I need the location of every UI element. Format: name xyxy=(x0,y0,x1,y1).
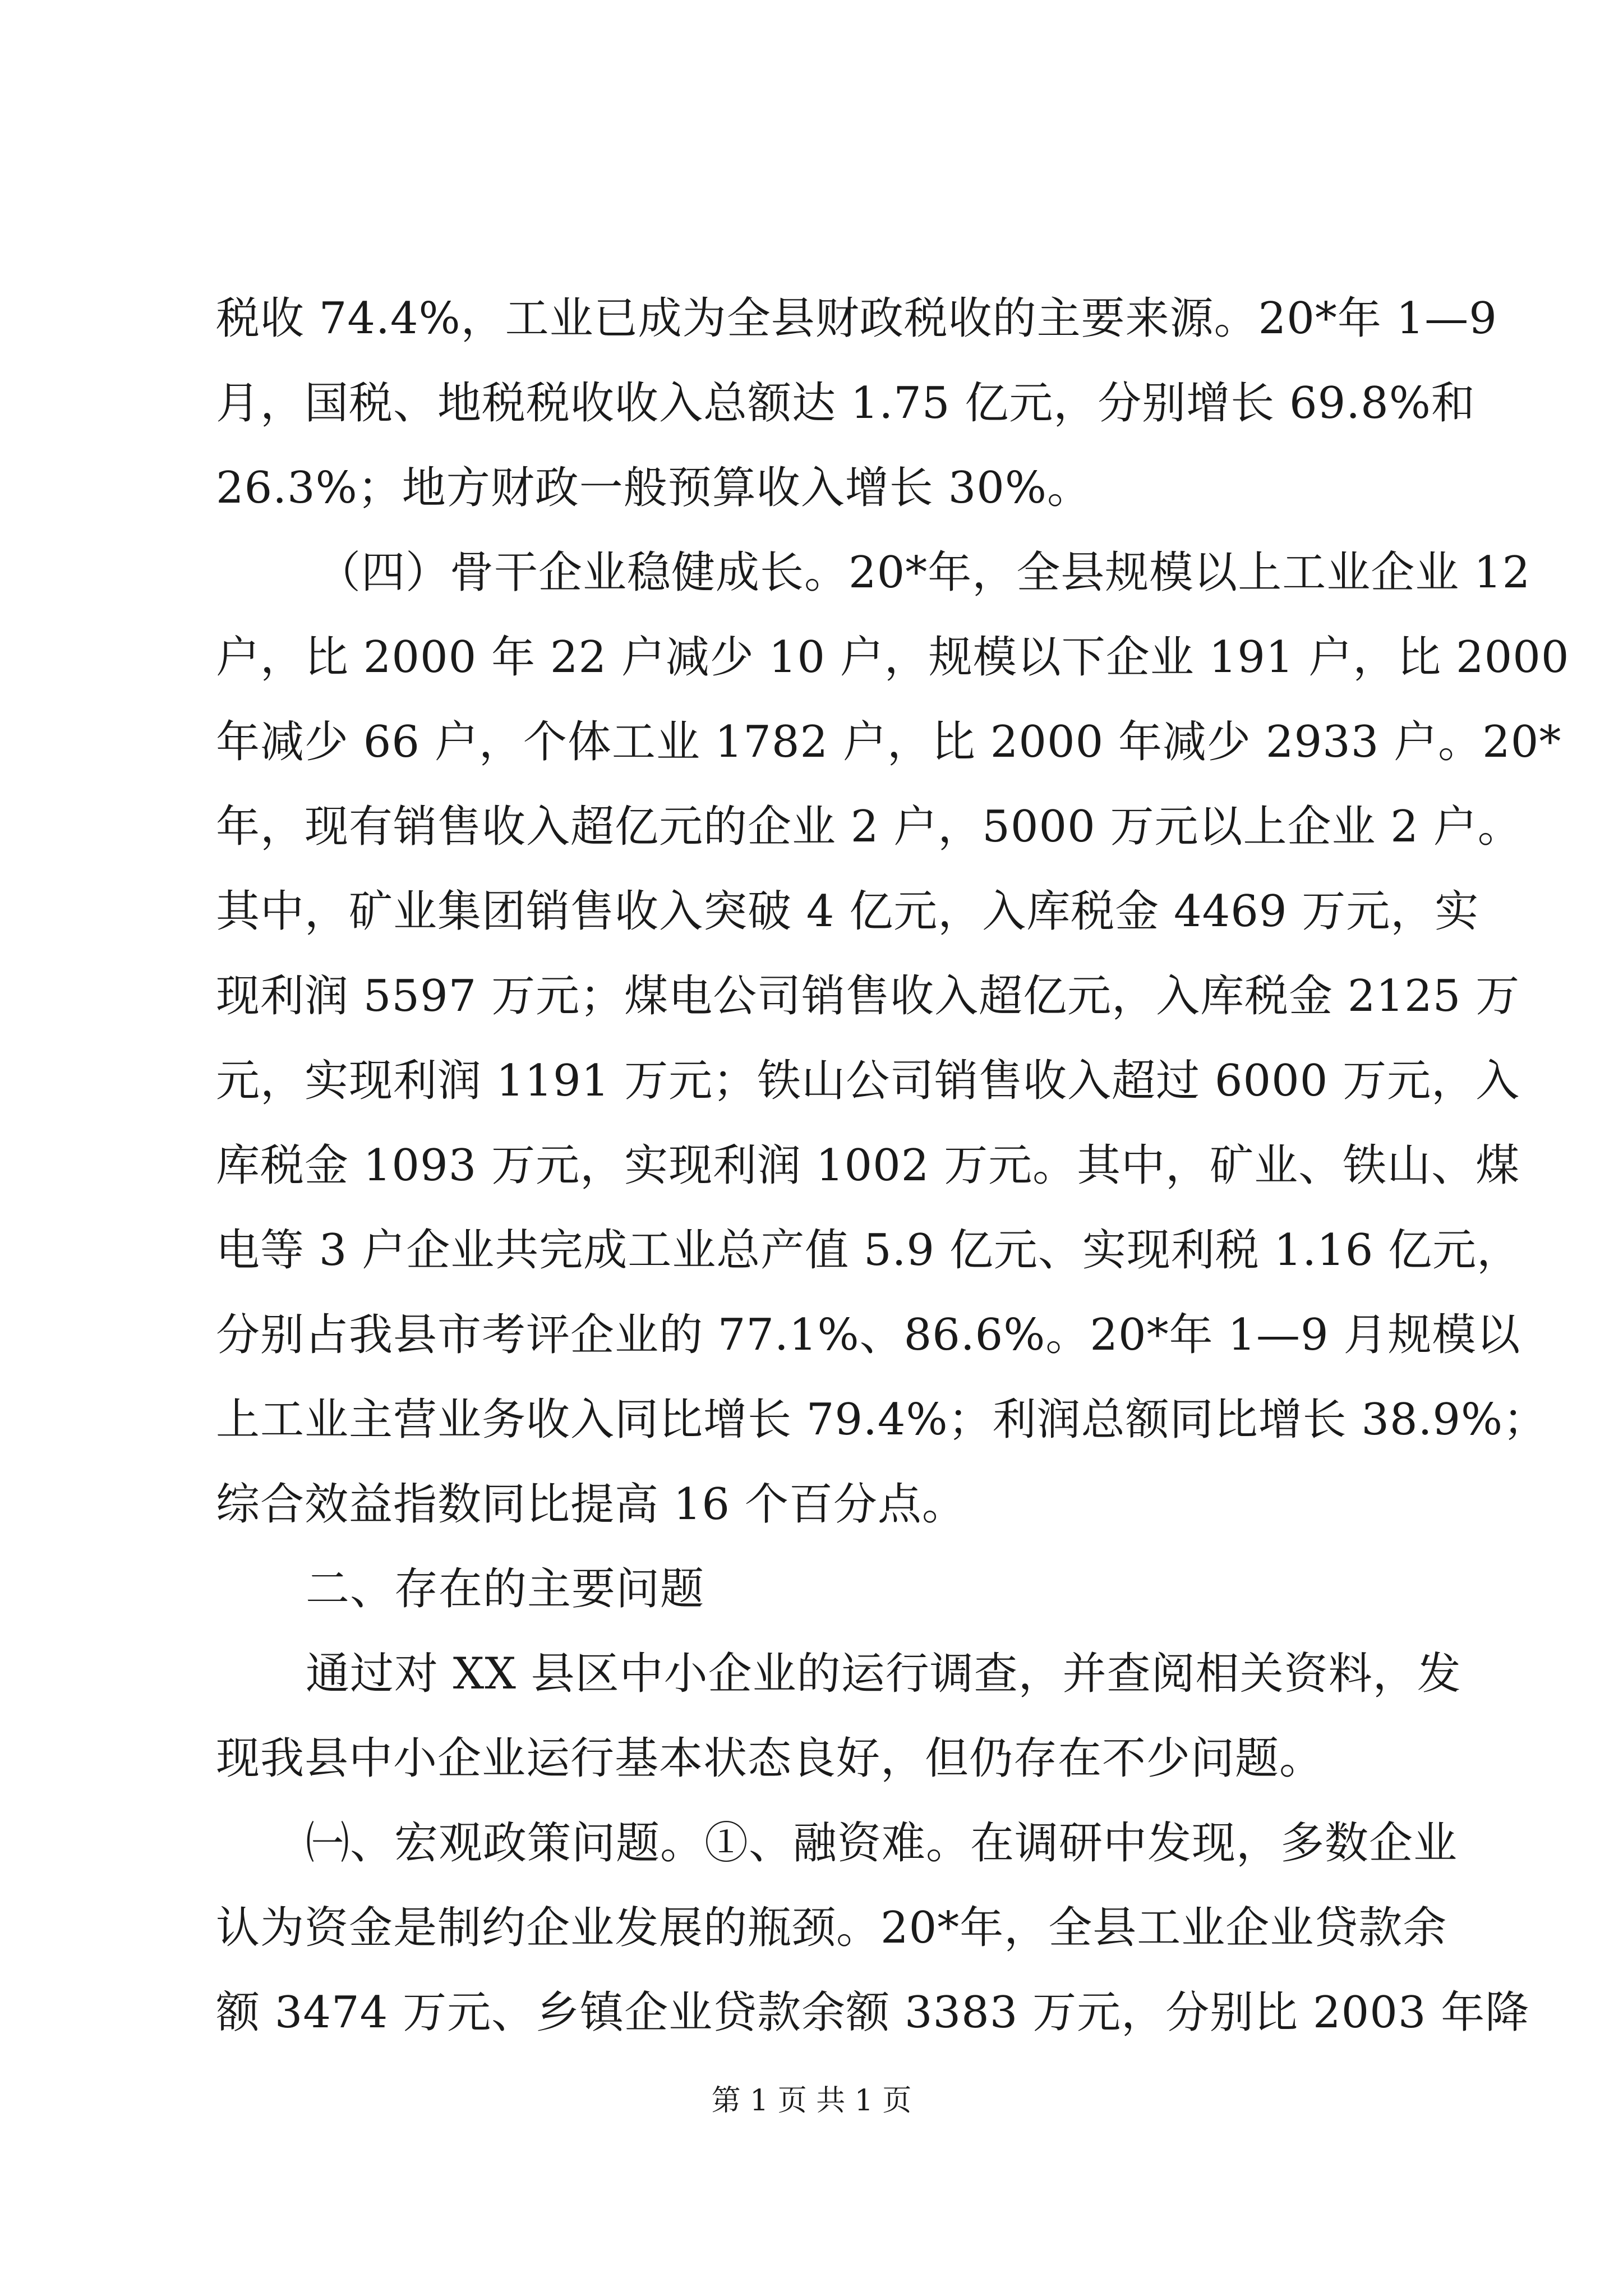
text-line: 通过对 XX 县区中小企业的运行调查，并查阅相关资料，发 xyxy=(306,1649,1461,1699)
section-heading: 二、存在的主要问题 xyxy=(306,1564,705,1614)
text-line: 税收 74.4%，工业已成为全县财政税收的主要来源。20*年 1—9 xyxy=(216,293,1497,344)
text-line: 上工业主营业务收入同比增长 79.4%；利润总额同比增长 38.9%； xyxy=(216,1395,1548,1445)
text-line: 认为资金是制约企业发展的瓶颈。20*年，全县工业企业贷款余 xyxy=(216,1903,1447,1953)
page-footer: 第 1 页 共 1 页 xyxy=(711,2084,912,2118)
text-line: 现我县中小企业运行基本状态良好，但仍存在不少问题。 xyxy=(216,1733,1324,1784)
text-line: 户，比 2000 年 22 户减少 10 户，规模以下企业 191 户，比 2000 xyxy=(216,632,1570,683)
text-line: 年减少 66 户，个体工业 1782 户，比 2000 年减少 2933 户。20* xyxy=(216,717,1562,767)
text-line: 年，现有销售收入超亿元的企业 2 户，5000 万元以上企业 2 户。 xyxy=(216,802,1522,852)
text-line: 额 3474 万元、乡镇企业贷款余额 3383 万元，分别比 2003 年降 xyxy=(216,1987,1530,2038)
text-line: 电等 3 户企业共完成工业总产值 5.9 亿元、实现利税 1.16 亿元， xyxy=(216,1225,1521,1276)
text-line: ㈠、宏观政策问题。①、融资难。在调研中发现，多数企业 xyxy=(306,1818,1458,1869)
text-line: （四）骨干企业稳健成长。20*年，全县规模以上工业企业 12 xyxy=(317,547,1531,598)
text-line: 月，国税、地税税收收入总额达 1.75 亿元，分别增长 69.8%和 xyxy=(216,378,1476,429)
text-line: 综合效益指数同比提高 16 个百分点。 xyxy=(216,1479,966,1530)
text-line: 其中，矿业集团销售收入突破 4 亿元，入库税金 4469 万元，实 xyxy=(216,886,1479,937)
text-line: 现利润 5597 万元；煤电公司销售收入超亿元，入库税金 2125 万 xyxy=(216,971,1520,1022)
text-line: 元，实现利润 1191 万元；铁山公司销售收入超过 6000 万元，入 xyxy=(216,1056,1520,1106)
text-line: 分别占我县市考评企业的 77.1%、86.6%。20*年 1—9 月规模以 xyxy=(216,1310,1521,1360)
text-line: 库税金 1093 万元，实现利润 1002 万元。其中，矿业、铁山、煤 xyxy=(216,1140,1520,1191)
text-line: 26.3%；地方财政一般预算收入增长 30%。 xyxy=(216,463,1091,513)
